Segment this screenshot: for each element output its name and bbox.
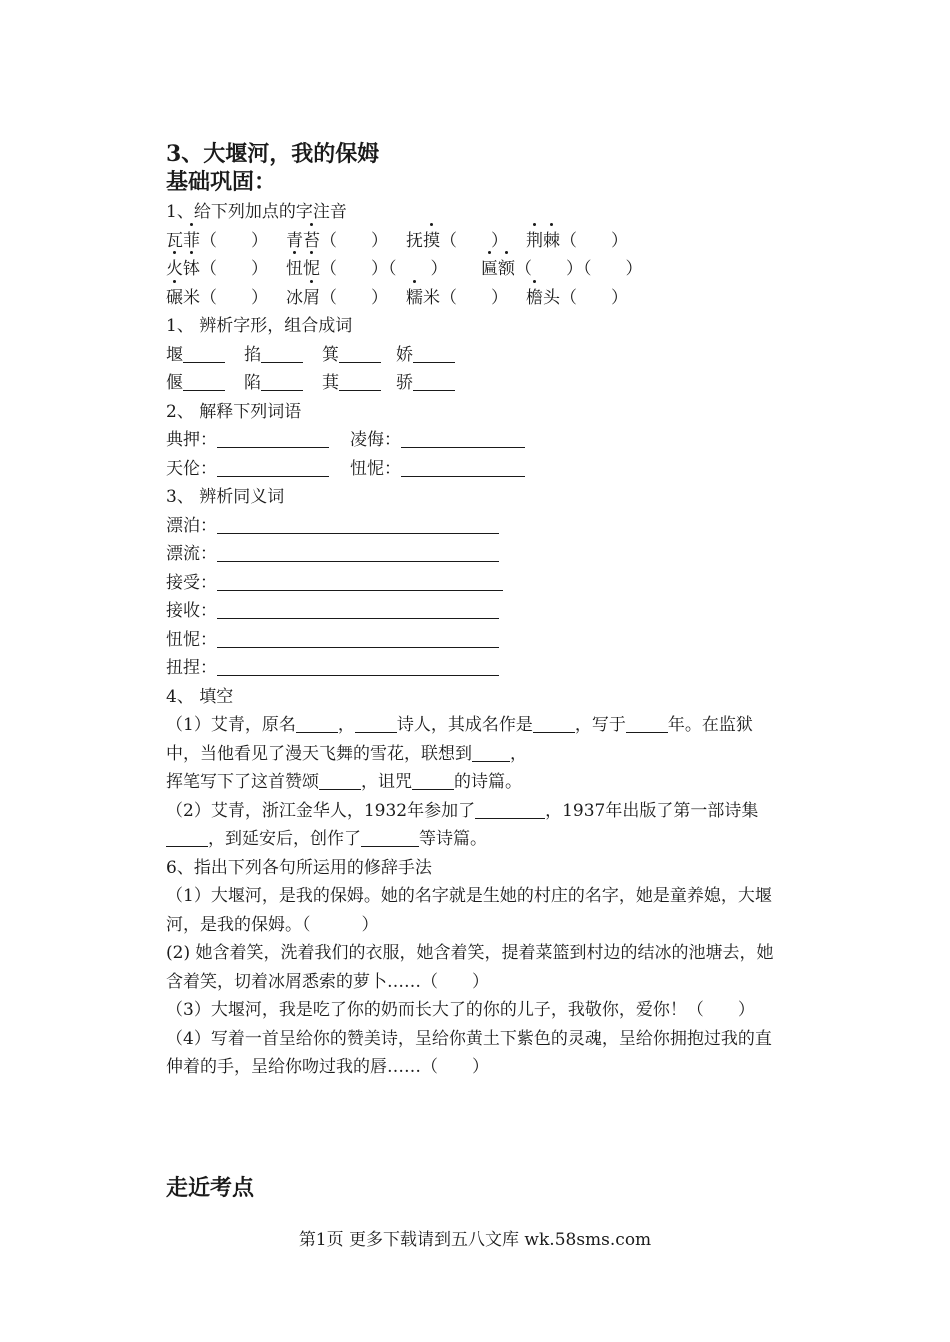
answer-paren: （ ）: [200, 259, 268, 279]
answer-paren: （ ）: [560, 287, 628, 308]
fill-paragraph-1-cont: 挥笔写下了这首赞颂 ，诅咒 的诗篇。: [166, 772, 522, 792]
answer-paren: （ ）（ ）: [515, 259, 643, 279]
form-char: 掐: [244, 344, 261, 365]
section-heading-exam: 走近考点: [166, 1175, 255, 1201]
answer-blank[interactable]: [626, 714, 668, 733]
answer-paren: （ ）: [320, 230, 388, 251]
form-char: 陷: [244, 373, 261, 393]
term-label: 凌侮：: [350, 430, 401, 450]
form-char: 偃: [166, 373, 183, 393]
answer-blank[interactable]: [166, 828, 208, 847]
explain-row: [166, 455, 786, 484]
pinyin-item: 抚摸（ ）: [406, 227, 526, 256]
pinyin-item: 青苔（ ）: [286, 227, 406, 256]
term-label: 忸怩：: [166, 629, 217, 650]
answer-blank[interactable]: [339, 344, 381, 363]
answer-blank[interactable]: [261, 344, 303, 363]
answer-blank[interactable]: [475, 800, 545, 819]
dotted-char: 荆: [526, 227, 543, 256]
answer-blank[interactable]: [217, 458, 329, 477]
answer-blank[interactable]: [217, 600, 499, 619]
worksheet-body: [166, 140, 786, 1082]
answer-paren: （ ）: [440, 287, 508, 308]
pinyin-row: [166, 255, 786, 284]
rhetoric-item: （3）大堰河，我是吃了你的奶而长大了的你的儿子，我敬你，爱你！（ ）: [166, 1000, 755, 1020]
answer-blank[interactable]: [401, 458, 525, 477]
page-footer: 第1页 更多下载请到五八文库 wk.58sms.com: [298, 1230, 652, 1250]
answer-paren: （ ）: [320, 287, 388, 308]
fill-paragraph-2: （2）艾青，浙江金华人，1932年参加了 ，1937年出版了第一部诗集，到延安后，创作了 等诗篇。: [166, 800, 759, 849]
term-label: 接收：: [166, 601, 217, 621]
dotted-char: 菲: [183, 227, 200, 256]
pinyin-item: [166, 255, 286, 284]
dotted-char: 怩: [303, 255, 320, 284]
dotted-char: 檐: [526, 284, 543, 313]
answer-blank[interactable]: [217, 543, 499, 562]
question-heading-forms: 1、 辨析字形，组合成词: [166, 316, 353, 336]
question-heading-rhetoric: 6、指出下列各句所运用的修辞手法: [166, 857, 432, 878]
term-label: 扭捏：: [166, 658, 217, 678]
pinyin-item: 冰屑（ ）: [286, 284, 406, 313]
pinyin-item: [286, 255, 481, 284]
answer-blank[interactable]: [361, 828, 419, 847]
pinyin-item: 瓦菲（ ）: [166, 227, 286, 256]
form-char: 骄: [396, 373, 413, 393]
answer-blank[interactable]: [533, 714, 575, 733]
answer-blank[interactable]: [319, 771, 361, 790]
synonym-item: [166, 569, 786, 598]
answer-blank[interactable]: [413, 344, 455, 363]
pinyin-item: 檐头（ ）: [526, 284, 628, 313]
answer-blank[interactable]: [339, 372, 381, 391]
answer-blank[interactable]: [183, 372, 225, 391]
dotted-char: 碾: [166, 284, 183, 313]
answer-blank[interactable]: [261, 372, 303, 391]
explain-row: [166, 426, 786, 455]
lesson-title: 3、大堰河，我的保姆: [166, 141, 380, 167]
dotted-char: 钵: [183, 255, 200, 284]
answer-blank[interactable]: [355, 714, 397, 733]
answer-blank[interactable]: [217, 515, 499, 534]
synonym-item: [166, 597, 786, 626]
forms-row: [166, 341, 786, 370]
dotted-char: 糯: [406, 284, 423, 313]
answer-blank[interactable]: [472, 743, 510, 762]
pinyin-row: [166, 227, 786, 256]
fill-paragraph-1: （1）艾青，原名 ， 诗人，其成名作是 ，写于 年。在监狱中，当他看见了漫天飞舞的雪花，联想到 ，: [166, 715, 753, 764]
question-heading-pinyin: 1、给下列加点的字注音: [166, 202, 347, 222]
answer-blank[interactable]: [296, 714, 338, 733]
term-label: 漂泊：: [166, 515, 217, 536]
form-char: 萁: [322, 373, 339, 393]
form-char: 娇: [396, 344, 413, 365]
answer-paren: （ ）: [200, 230, 268, 251]
rhetoric-item: (2) 她含着笑，洗着我们的衣服，她含着笑，提着菜篮到村边的结冰的池塘去，她含着笑，切着冰屑悉索的萝卜……（ ）: [166, 943, 774, 992]
synonym-item: [166, 626, 786, 655]
pinyin-item: 糯米（ ）: [406, 284, 526, 313]
answer-paren: （ ）（ ）: [320, 259, 448, 279]
synonym-item: [166, 540, 786, 569]
dotted-char: 棘: [543, 227, 560, 256]
form-char: 堰: [166, 344, 183, 365]
answer-blank[interactable]: [401, 429, 525, 448]
form-char: 箕: [322, 344, 339, 365]
answer-blank[interactable]: [413, 372, 455, 391]
pinyin-item: [526, 227, 628, 256]
term-label: 漂流：: [166, 544, 217, 564]
dotted-char: 苔: [303, 227, 320, 256]
term-label: 天伦：: [166, 458, 217, 479]
forms-row: [166, 369, 786, 398]
pinyin-item: 碾米（ ）: [166, 284, 286, 313]
answer-blank[interactable]: [217, 657, 499, 676]
answer-blank[interactable]: [217, 572, 503, 591]
dotted-char: 摸: [423, 227, 440, 256]
answer-blank[interactable]: [217, 429, 329, 448]
question-heading-synonyms: 3、 辨析同义词: [166, 487, 285, 507]
term-label: 忸怩：: [350, 458, 401, 479]
answer-paren: （ ）: [440, 230, 508, 251]
answer-blank[interactable]: [183, 344, 225, 363]
answer-paren: （ ）: [560, 230, 628, 251]
dotted-char: 屑: [303, 284, 320, 313]
synonym-item: [166, 512, 786, 541]
dotted-char: 匾: [481, 255, 498, 284]
question-heading-explain: 2、 解释下列词语: [166, 401, 302, 422]
synonym-item: [166, 654, 786, 683]
answer-paren: （ ）: [200, 287, 268, 308]
pinyin-row: [166, 284, 786, 313]
question-heading-fill: 4、 填空: [166, 686, 234, 707]
dotted-char: 忸: [286, 255, 303, 284]
term-label: 典押：: [166, 430, 217, 450]
rhetoric-item: （1）大堰河，是我的保姆。她的名字就是生她的村庄的名字，她是童养媳，大堰河，是我的保姆。（ ）: [166, 886, 772, 935]
section-heading-basic: 基础巩固：: [166, 169, 277, 195]
dotted-char: 额: [498, 255, 515, 284]
answer-blank[interactable]: [217, 629, 499, 648]
term-label: 接受：: [166, 572, 217, 593]
rhetoric-item: （4）写着一首呈给你的赞美诗，呈给你黄土下紫色的灵魂，呈给你拥抱过我的直伸着的手，呈给你吻过我的唇……（ ）: [166, 1028, 772, 1077]
dotted-char: 火: [166, 255, 183, 284]
pinyin-item: [481, 255, 643, 284]
answer-blank[interactable]: [412, 771, 454, 790]
